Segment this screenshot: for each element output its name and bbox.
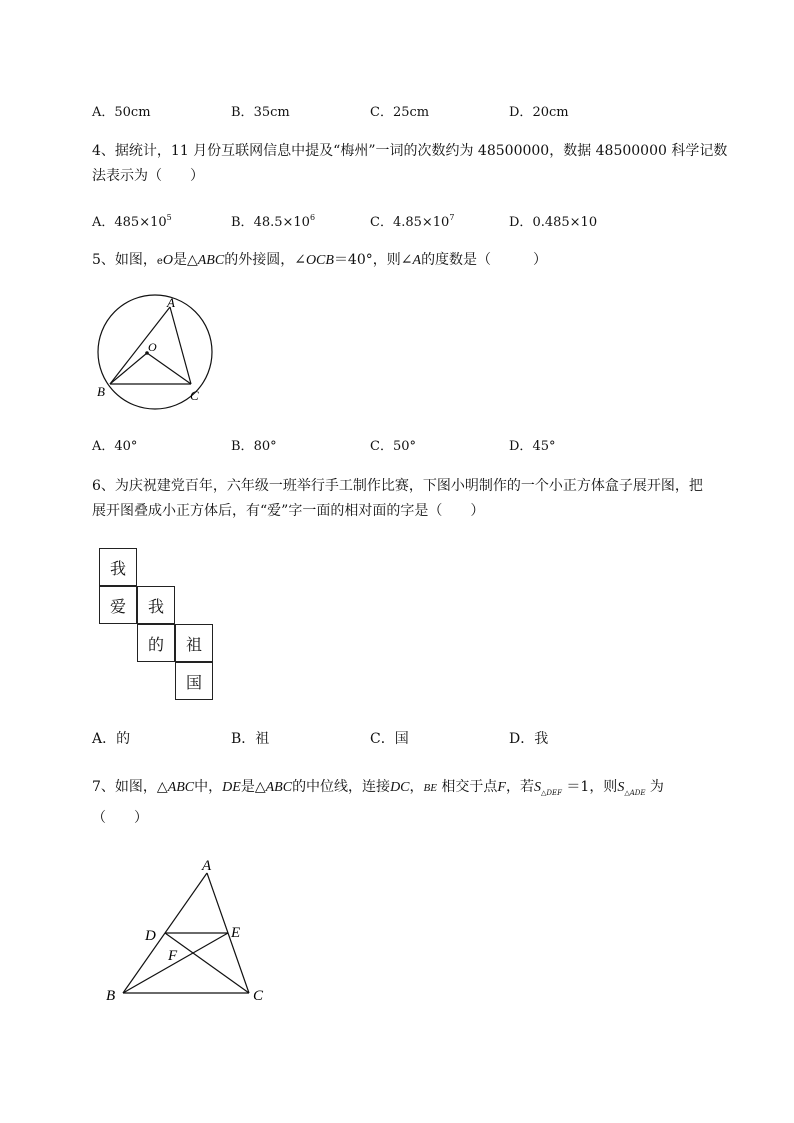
q4-stem-line1: 4、据统计，11 月份互联网信息中提及“梅州”一词的次数约为 48500000，数据 48500000 科学记数 [92, 143, 728, 159]
label-a: A [202, 858, 212, 874]
q5-option-b: B．80° [231, 439, 277, 454]
label-b: B [106, 988, 116, 1004]
q6-option-d: D．我 [509, 731, 549, 747]
net-cell-4: 的 [137, 624, 175, 662]
label-f: F [168, 948, 178, 964]
net-cell-2: 爱 [99, 586, 137, 624]
label-a: A [167, 295, 175, 310]
net-cell-1: 我 [99, 548, 137, 586]
q4-option-c: C．$4.85\times 10^7$ [370, 213, 455, 230]
label-c: C [190, 388, 199, 403]
q5-option-d: D．45° [509, 439, 556, 454]
label-o: O [148, 340, 157, 354]
q5-stem: 5、如图，eO是△ABC的外接圆，∠OCB＝40°，则∠A的度数是（ ） [92, 252, 548, 268]
label-e: E [231, 925, 241, 941]
label-c: C [253, 988, 264, 1004]
q6-stem-line2: 展开图叠成小正方体后，有“爱”字一面的相对面的字是（ ） [92, 503, 485, 519]
q4-stem-line2: 法表示为（ ） [92, 168, 204, 184]
net-cell-6: 国 [175, 662, 213, 700]
q4-option-a: A．$485\times 10^5$ [92, 213, 172, 230]
q5-option-a: A．40° [92, 439, 138, 454]
q7-triangle-figure [95, 850, 285, 1010]
label-b: B [97, 384, 105, 399]
q4-option-d: D．0.485×10 [509, 215, 598, 230]
side-ac [170, 307, 191, 384]
q3-option-c: C．25cm [370, 105, 430, 120]
net-cell-5: 祖 [175, 624, 213, 662]
segment-dc [165, 933, 249, 993]
side-ab [110, 307, 170, 384]
q6-option-b: B．祖 [231, 731, 270, 747]
q5-option-c: C．50° [370, 439, 416, 454]
q3-option-b: B．35cm [231, 105, 290, 120]
q7-stem-line1: 7、如图，△ABC中，DE是△ABC的中位线，连接DC，BE 相交于点F，若$S_{\triangle DEF} =1$，则$S_{\triangle ADE}$ 为 [92, 779, 664, 797]
net-cell-3: 我 [137, 586, 175, 624]
q3-option-a: A．50cm [92, 105, 151, 120]
q6-option-c: C．国 [370, 731, 409, 747]
label-d: D [145, 928, 156, 944]
segment-ob [110, 353, 147, 384]
q3-option-d: D．20cm [509, 105, 569, 120]
q6-option-a: A．的 [92, 731, 131, 747]
q6-stem-line1: 6、为庆祝建党百年，六年级一班举行手工制作比赛，下图小明制作的一个小正方体盒子展开图，把 [92, 478, 703, 494]
q5-circle-figure [90, 290, 240, 415]
q7-stem-line2: （ ） [92, 810, 148, 826]
q4-option-b: B．$48.5\times 10^6$ [231, 213, 316, 230]
